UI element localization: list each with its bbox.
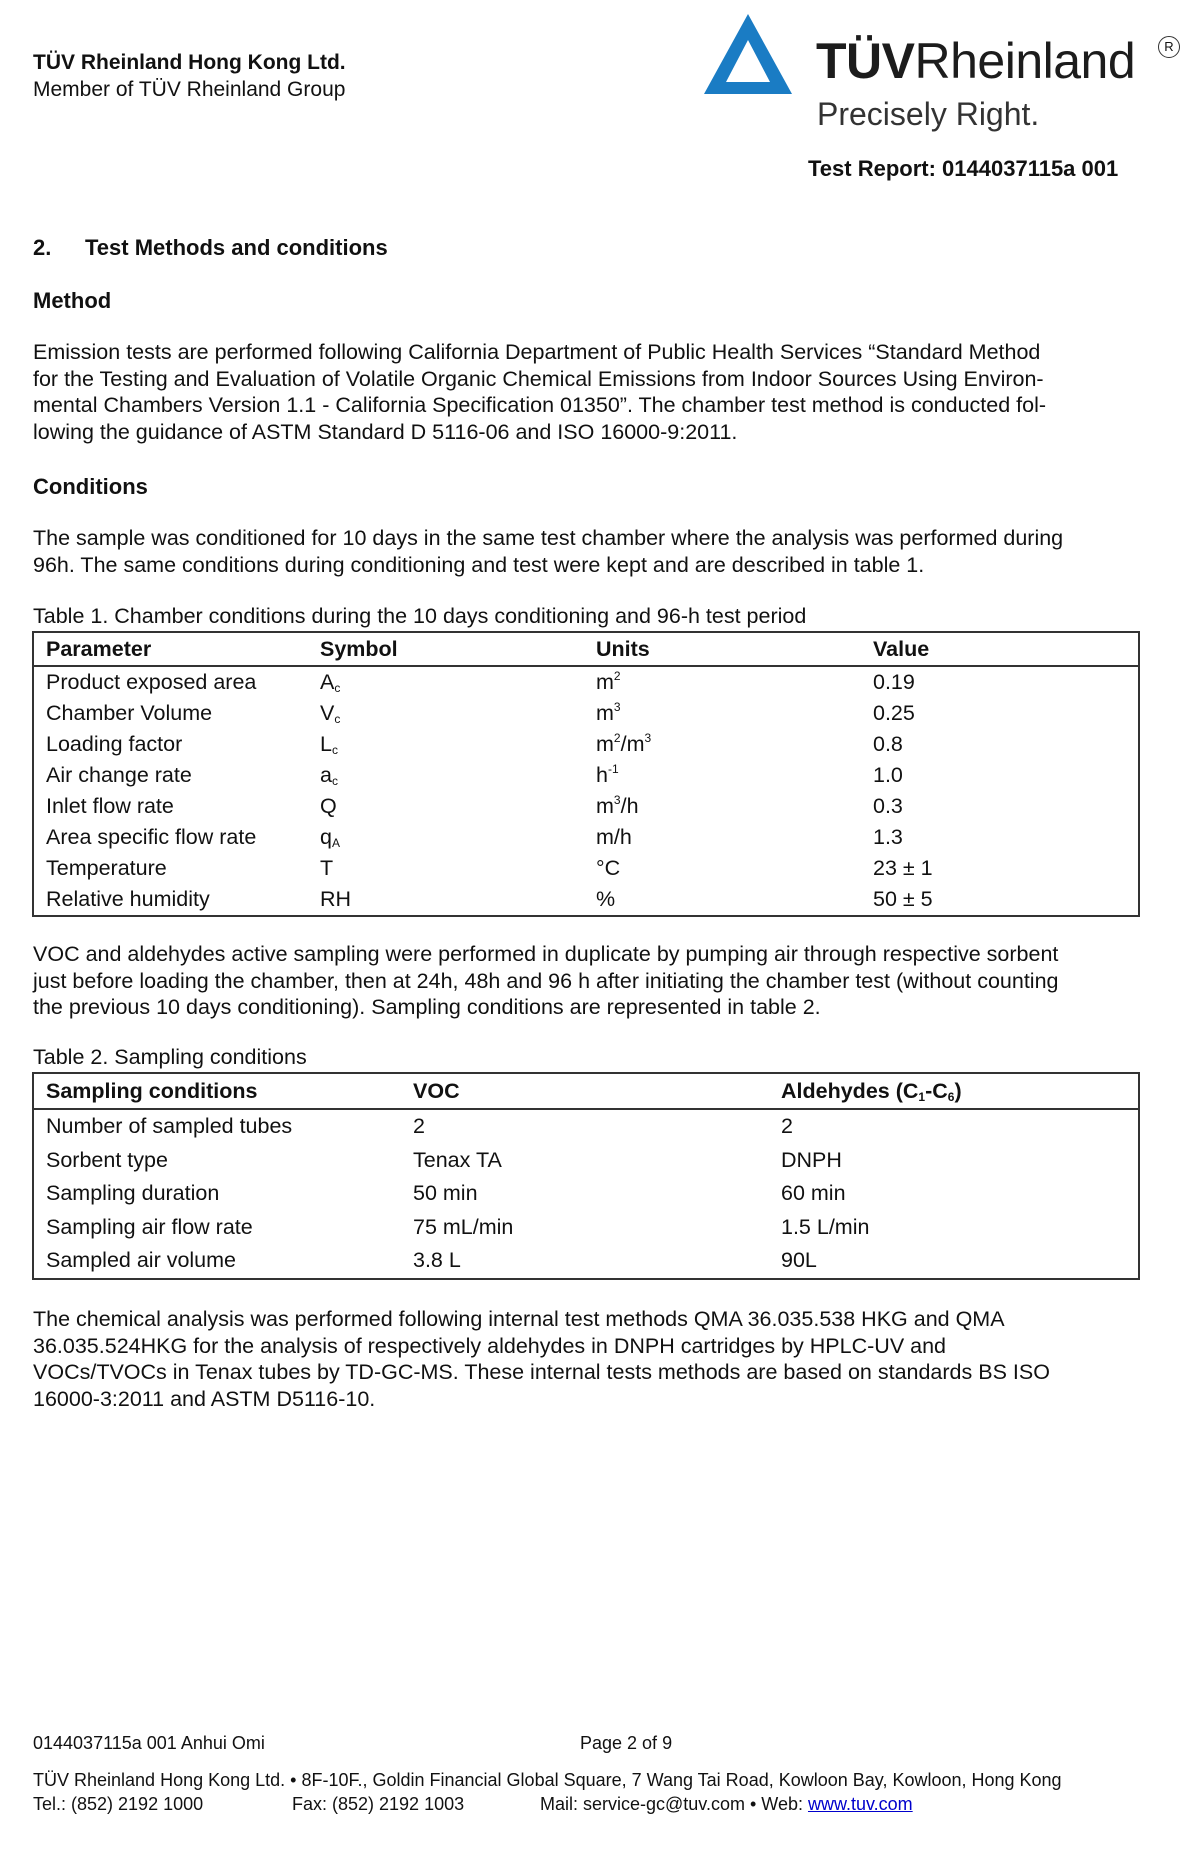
table-header-cell: Parameter — [33, 632, 308, 666]
table-row — [33, 791, 1139, 822]
footer-tel: Tel.: (852) 2192 1000 — [33, 1794, 204, 1814]
symbol-cell — [308, 760, 584, 791]
condition-cell: Sampling duration — [46, 1181, 220, 1206]
footer-contact — [540, 1794, 913, 1815]
aldehydes-cell: 2 — [781, 1114, 793, 1139]
section-number: 2. — [33, 235, 52, 260]
symbol-cell — [308, 729, 584, 760]
unit-superscript: -1 — [607, 762, 619, 776]
parameter-cell: Relative humidity — [46, 887, 210, 911]
table-header-cell: Symbol — [308, 632, 584, 666]
table-header-cell: Value — [861, 632, 1139, 666]
condition-cell: Sorbent type — [46, 1147, 168, 1172]
table-row — [33, 884, 1139, 916]
symbol-text: a — [320, 763, 332, 787]
company-name: TÜV Rheinland Hong Kong Ltd. — [33, 51, 346, 74]
table-header-cell-aldehydes — [769, 1073, 1139, 1109]
footer-mail: Mail: service-gc@tuv.com • Web: — [540, 1794, 808, 1814]
value-cell: 0.25 — [873, 701, 915, 725]
brand-tagline: Precisely Right. — [817, 96, 1040, 132]
table-row — [33, 1177, 1139, 1211]
unit-text: m — [596, 732, 614, 756]
value-cell: 0.8 — [873, 732, 903, 756]
table-row — [33, 729, 1139, 760]
parameter-cell: Air change rate — [46, 763, 192, 787]
table1-caption: Table 1. Chamber conditions during the 10 days conditioning and 96-h test period — [33, 604, 807, 628]
aldehydes-header-text: Aldehydes (C — [781, 1078, 919, 1103]
company-member-line: Member of TÜV Rheinland Group — [33, 78, 346, 101]
unit-cell — [584, 760, 861, 791]
unit-superscript: 2 — [613, 731, 621, 745]
value-cell: 1.3 — [873, 825, 903, 849]
conditions-paragraph: The sample was conditioned for 10 days in the same test chamber where the analysis was performed during 96h. The same conditions during conditioning and test were kept and are described in table 1. — [33, 526, 1064, 577]
symbol-cell — [308, 666, 584, 698]
unit-cell — [584, 822, 861, 853]
unit-cell — [584, 884, 861, 916]
symbol-subscript: c — [334, 681, 341, 695]
parameter-cell: Inlet flow rate — [46, 794, 174, 818]
parameter-cell: Loading factor — [46, 732, 183, 756]
table-row — [33, 853, 1139, 884]
sampling-conditions-table — [32, 1072, 1140, 1280]
symbol-cell — [308, 822, 584, 853]
symbol-text: A — [320, 670, 335, 694]
parameter-cell: Temperature — [46, 856, 167, 880]
voc-cell: 75 mL/min — [413, 1214, 514, 1239]
method-heading: Method — [33, 288, 112, 313]
aldehydes-cell: 60 min — [781, 1181, 846, 1206]
aldehydes-header-close: ) — [954, 1078, 962, 1103]
symbol-subscript: c — [331, 743, 338, 757]
table-row — [33, 1144, 1139, 1178]
brand-wordmark-bold: TÜV — [816, 33, 915, 89]
symbol-cell — [308, 698, 584, 729]
condition-cell: Number of sampled tubes — [46, 1114, 293, 1139]
aldehydes-cell: 90L — [781, 1248, 817, 1273]
section-heading — [33, 235, 388, 261]
unit-text: m — [596, 701, 614, 725]
footer-fax: Fax: (852) 2192 1003 — [292, 1794, 465, 1814]
unit-text: % — [596, 887, 616, 911]
parameter-cell: Area specific flow rate — [46, 825, 257, 849]
aldehydes-cell: DNPH — [781, 1147, 842, 1172]
table-row — [33, 698, 1139, 729]
report-number: Test Report: 0144037115a 001 — [808, 156, 1119, 181]
table-header-row — [33, 632, 1139, 666]
symbol-text: V — [320, 701, 335, 725]
value-cell: 1.0 — [873, 763, 903, 787]
unit-middle: /m — [620, 732, 645, 756]
registered-mark-icon: R — [1158, 36, 1180, 58]
symbol-cell — [308, 853, 584, 884]
table-header-cell: VOC — [401, 1073, 769, 1109]
symbol-text: L — [320, 732, 332, 756]
conditions-heading: Conditions — [33, 474, 148, 499]
symbol-subscript: c — [331, 774, 338, 788]
value-cell: 23 ± 1 — [873, 856, 933, 880]
unit-text: °C — [596, 856, 621, 880]
unit-tail: /h — [620, 794, 639, 818]
footer-address: TÜV Rheinland Hong Kong Ltd. • 8F-10F., Goldin Financial Global Square, 7 Wang Tai Road, Kowloon Bay, Kowloon, Hong Kong — [33, 1770, 1062, 1790]
unit-text: m/h — [596, 825, 632, 849]
unit-cell — [584, 698, 861, 729]
aldehydes-header-sub-start: 1 — [918, 1089, 926, 1104]
unit-cell — [584, 729, 861, 760]
symbol-text: q — [320, 825, 332, 849]
parameter-cell: Product exposed area — [46, 670, 257, 694]
aldehydes-header-dash: -C — [925, 1078, 948, 1103]
symbol-text: Q — [320, 794, 337, 818]
voc-cell: Tenax TA — [413, 1147, 502, 1172]
symbol-text: RH — [320, 887, 352, 911]
unit-cell — [584, 853, 861, 884]
voc-cell: 2 — [413, 1114, 425, 1139]
unit-cell — [584, 666, 861, 698]
symbol-cell — [308, 884, 584, 916]
table2-caption: Table 2. Sampling conditions — [33, 1045, 307, 1069]
symbol-cell — [308, 791, 584, 822]
sampling-paragraph: VOC and aldehydes active sampling were performed in duplicate by pumping air through respective sorbent just before loading the chamber, then at 24h, 48h and 96 h after initiating the chamber test (without counting the previous 10 days conditioning). Sampling conditions are represented in table 2. — [33, 942, 1059, 1019]
table-row — [33, 822, 1139, 853]
value-cell: 0.19 — [873, 670, 915, 694]
unit-text: m — [596, 794, 614, 818]
parameter-cell: Chamber Volume — [46, 701, 213, 725]
symbol-subscript: c — [334, 712, 341, 726]
voc-cell: 50 min — [413, 1181, 478, 1206]
aldehydes-header-sub-end: 6 — [947, 1089, 955, 1104]
method-paragraph: Emission tests are performed following California Department of Public Health Services “Standard Method for the Testing and Evaluation of Volatile Organic Chemical Emissions from Indoor Sources Using Environ- mental Chambers Version 1.1 - California Specification 01350”. The chamber test method is conducted fol- lowing the guidance of ASTM Standard D 5116-06 and ISO 16000-9:2011. — [33, 340, 1047, 444]
voc-cell: 3.8 L — [413, 1248, 461, 1273]
page-number: Page 2 of 9 — [580, 1733, 673, 1753]
unit-text: m — [596, 670, 614, 694]
table-header-cell: Sampling conditions — [33, 1073, 401, 1109]
unit-superscript-2: 3 — [644, 731, 652, 745]
footer-report-id: 0144037115a 001 Anhui Omi — [33, 1733, 265, 1753]
aldehydes-cell: 1.5 L/min — [781, 1214, 870, 1239]
table-header-row — [33, 1073, 1139, 1109]
unit-text: h — [596, 763, 608, 787]
unit-cell — [584, 791, 861, 822]
symbol-text: T — [320, 856, 334, 880]
tuv-triangle-logo-icon — [700, 10, 796, 98]
condition-cell: Sampled air volume — [46, 1248, 237, 1273]
table-row — [33, 1109, 1139, 1144]
value-cell: 50 ± 5 — [873, 887, 933, 911]
analysis-paragraph: The chemical analysis was performed following internal test methods QMA 36.035.538 HKG and QMA 36.035.524HKG for the analysis of respectively aldehydes in DNPH cartridges by HPLC-UV and VOCs/TVOCs in Tenax tubes by TD-GC-MS. These internal tests methods are based on standards BS ISO 16000-3:2011 and ASTM D5116-10. — [33, 1307, 1050, 1411]
value-cell: 0.3 — [873, 794, 903, 818]
website-link[interactable]: www.tuv.com — [807, 1794, 913, 1814]
table-row — [33, 666, 1139, 698]
section-title: Test Methods and conditions — [85, 235, 388, 260]
chamber-conditions-table — [32, 631, 1140, 917]
table-header-cell: Units — [584, 632, 861, 666]
brand-wordmark-rest: Rheinland — [914, 33, 1136, 89]
table-row — [33, 760, 1139, 791]
unit-superscript: 3 — [613, 793, 621, 807]
table-row — [33, 1244, 1139, 1279]
symbol-subscript: A — [331, 836, 340, 850]
condition-cell: Sampling air flow rate — [46, 1214, 253, 1239]
table-row — [33, 1211, 1139, 1245]
unit-superscript: 2 — [613, 669, 621, 683]
brand-wordmark — [816, 32, 1135, 90]
unit-superscript: 3 — [613, 700, 621, 714]
